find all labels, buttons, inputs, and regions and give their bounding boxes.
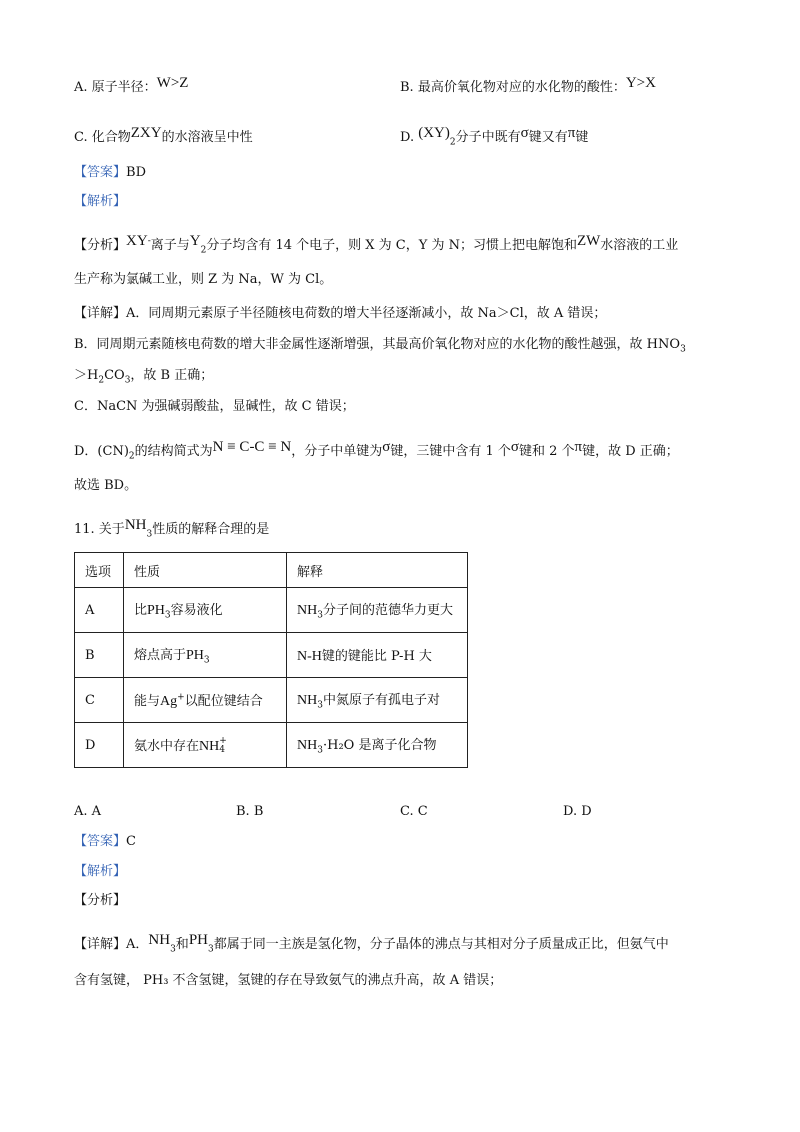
q11-option-c: C. C <box>400 804 428 819</box>
q10-xiangjie-line5: D．$(CN)_2$的结构简式为N ≡ C-C ≡ N，分子中单键为σ键，三键中含有 1 个σ键和 2 个π键，故 D 正确； <box>74 439 679 462</box>
q10-xiangjie-line3: $>H_2CO_3$，故 B 正确； <box>74 368 214 386</box>
table-cell-property: 氨水中存在NH + 4 <box>124 723 287 768</box>
q10-conclusion: 故选 BD。 <box>74 478 138 493</box>
table-header-cell: 选项 <box>75 553 124 588</box>
q10-option-a: A. 原子半径：W>Z <box>74 75 189 95</box>
table-cell-option: A <box>75 588 124 633</box>
q10-xiangjie-line1: 【详解】A．同周期元素原子半径随核电荷数的增大半径逐渐减小，故 Na＞Cl，故 A 错误； <box>74 306 607 321</box>
q11-stem: 11. 关于$NH_3$性质的解释合理的是 <box>74 517 270 540</box>
table-header-row <box>75 553 468 588</box>
q11-xiangjie-line1: 【详解】A．$NH_3$和$PH_3$都属于同一主族是氢化物，分子晶体的沸点与其相对分子质量成正比，但氨气中 <box>74 932 669 955</box>
table-header-cell: 性质 <box>124 553 287 588</box>
table-cell-option: C <box>75 678 124 723</box>
q10-fenxi-line2: 生产称为氯碱工业，则 Z 为 Na，W 为 Cl。 <box>74 272 333 287</box>
q10-option-b: B. 最高价氧化物对应的水化物的酸性：Y>X <box>400 75 656 95</box>
table-row <box>75 588 468 633</box>
table-cell-explanation: $NH_3\cdot H_2O$ 是离子化合物 <box>287 723 468 768</box>
q11-xiangjie-line2: 含有氢键， PH₃ 不含氢键，氢键的存在导致氨气的沸点升高，故 A 错误； <box>74 973 503 988</box>
q11-option-b: B. B <box>236 804 264 819</box>
q11-option-d: D. D <box>563 804 592 819</box>
q11-jiexi-label: 【解析】 <box>74 864 127 879</box>
table-cell-option: B <box>75 633 124 678</box>
q11-option-a: A. A <box>74 804 102 819</box>
table-row <box>75 723 468 768</box>
q11-answer: 【答案】C <box>74 834 136 849</box>
q10-jiexi-label: 【解析】 <box>74 194 127 209</box>
table-cell-explanation: $NH_3$分子间的范德华力更大 <box>287 588 468 633</box>
table-cell-explanation: $NH_3$中氮原子有孤电子对 <box>287 678 468 723</box>
table-cell-explanation: N-H键的键能比 P-H 大 <box>287 633 468 678</box>
q10-option-d: D. $(XY)_2$分子中既有σ键又有π键 <box>400 125 589 148</box>
table-header-cell: 解释 <box>287 553 468 588</box>
q10-fenxi: 【分析】XY-离子与$Y_2$分子均含有 14 个电子，则 X 为 C，Y 为 N；习惯上把电解饱和ZW水溶液的工业 <box>74 233 679 256</box>
q10-option-c: C. 化合物ZXY的水溶液呈中性 <box>74 125 253 145</box>
table-cell-option: D <box>75 723 124 768</box>
q10-xiangjie-line4: C．NaCN 为强碱弱酸盐，显碱性，故 C 错误； <box>74 399 355 414</box>
properties-table <box>74 552 468 768</box>
q11-fenxi-label: 【分析】 <box>74 893 127 908</box>
table-cell-property: 比$PH_3$容易液化 <box>124 588 287 633</box>
table-cell-property: 熔点高于$PH_3$ <box>124 633 287 678</box>
q10-xiangjie-line2: B．同周期元素随核电荷数的增大非金属性逐渐增强，其最高价氧化物对应的水化物的酸性越强，故 $HNO_3$ <box>74 337 686 355</box>
table-row <box>75 633 468 678</box>
table-cell-property: 能与Ag+以配位键结合 <box>124 678 287 723</box>
q10-answer: 【答案】BD <box>74 165 146 180</box>
table-row <box>75 678 468 723</box>
